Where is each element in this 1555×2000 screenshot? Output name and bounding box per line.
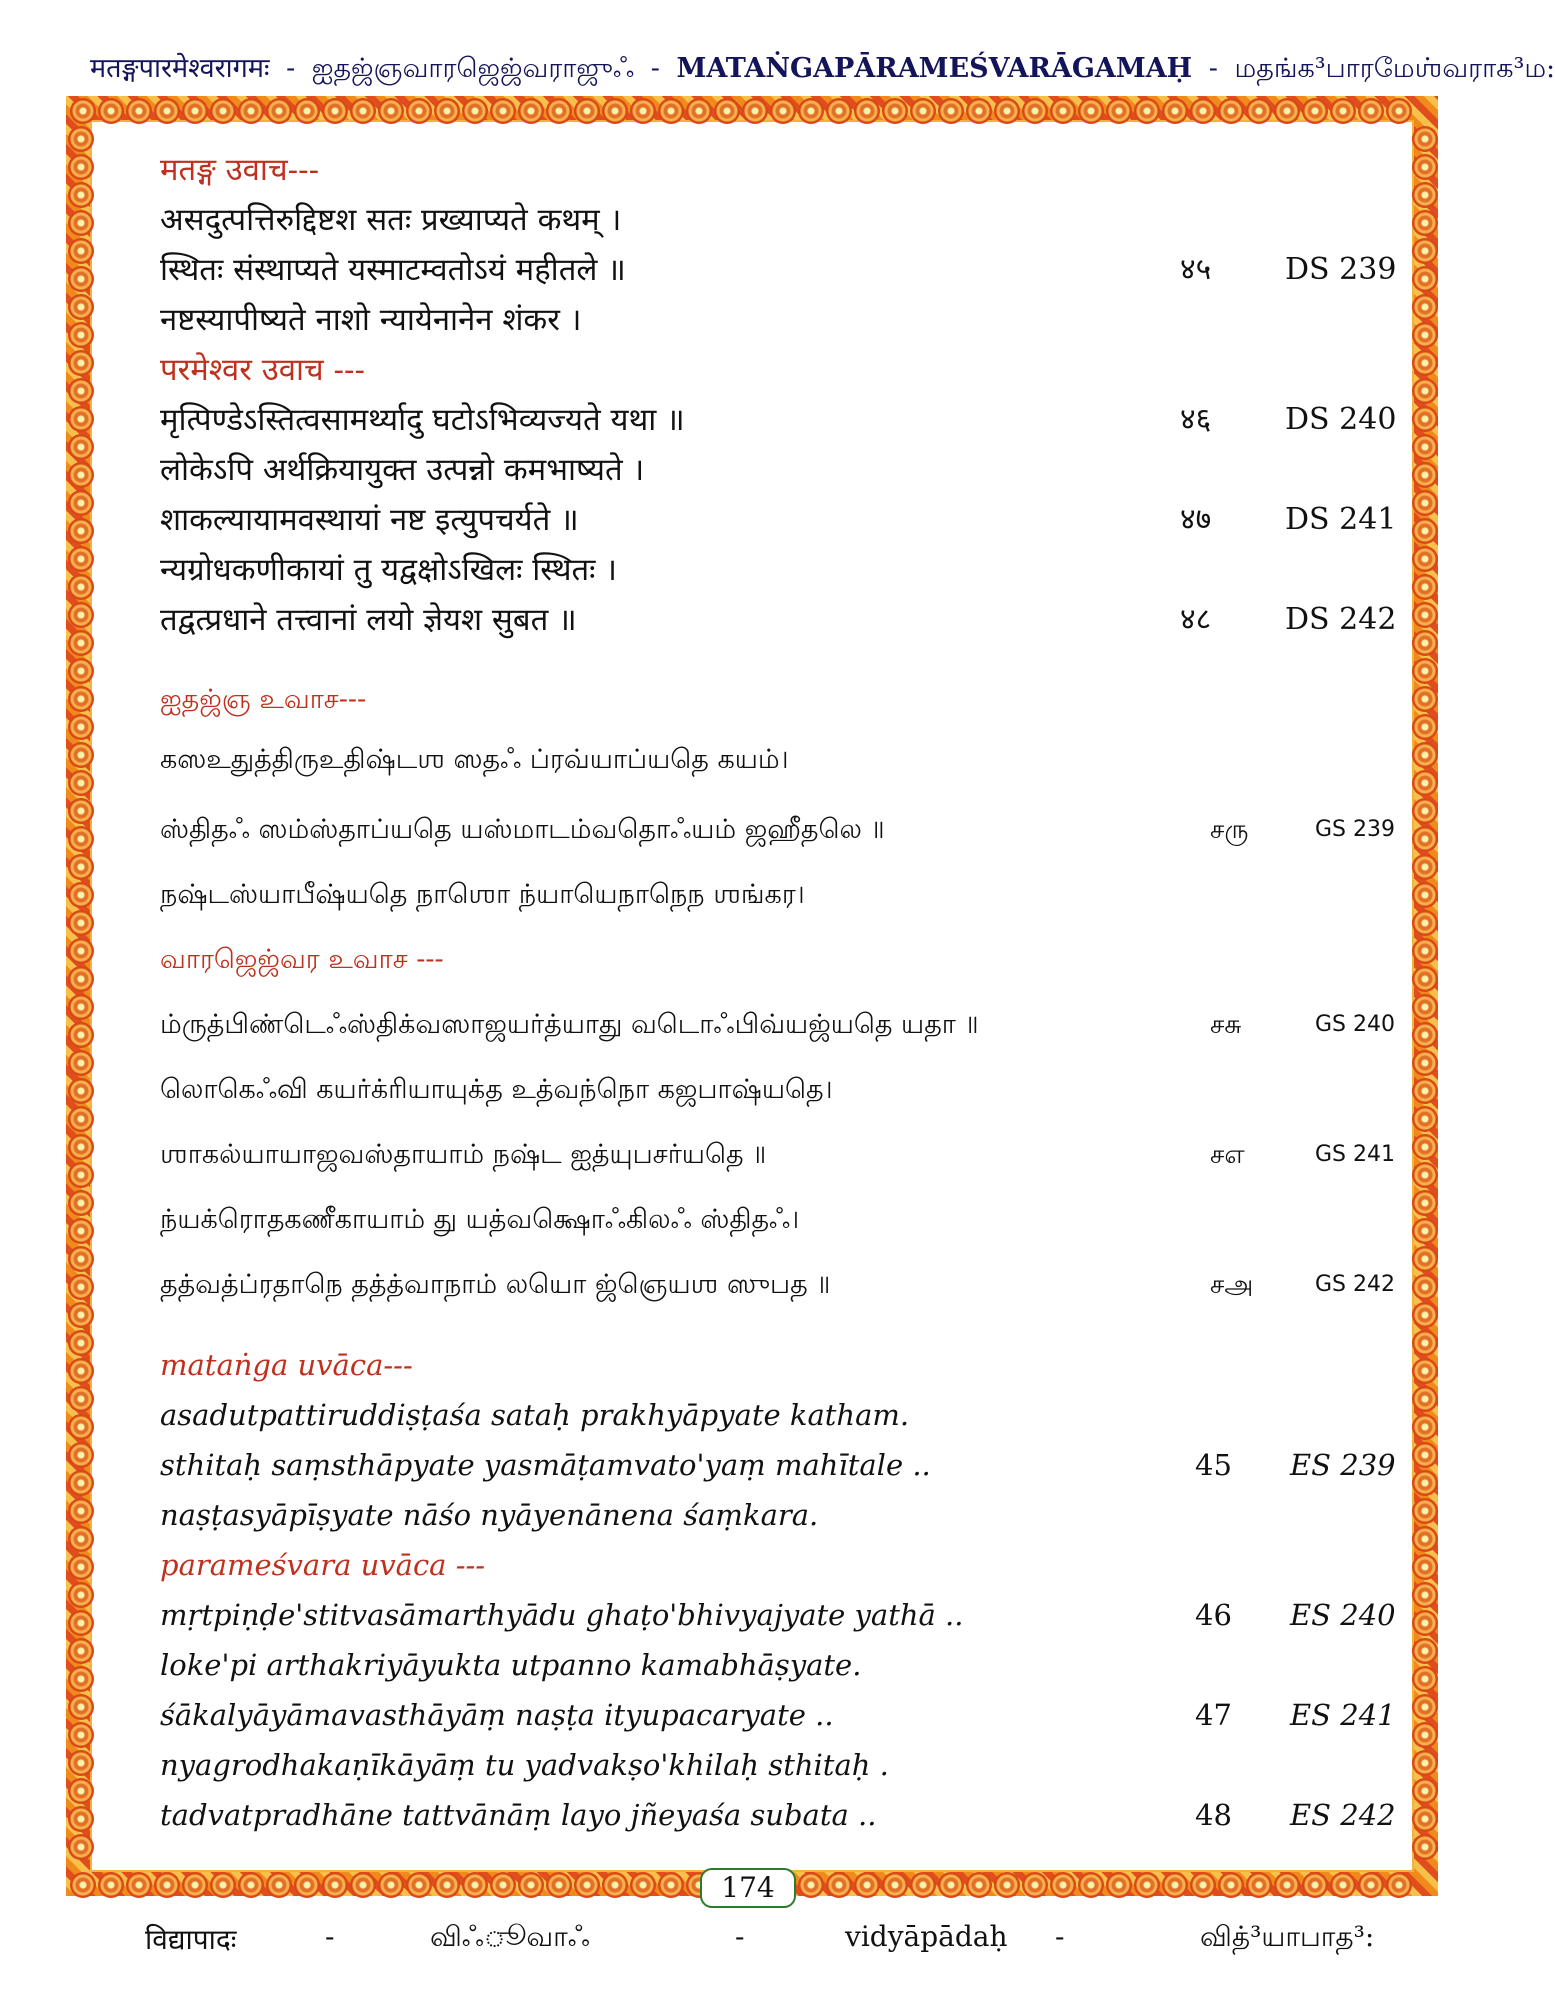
rosette-ornament	[68, 490, 94, 516]
rosette-ornament	[68, 742, 94, 768]
rosette-ornament	[68, 910, 94, 936]
rosette-ornament	[68, 1778, 94, 1804]
verse-line	[160, 1000, 1420, 1050]
verse-text: तद्वत्प्रधाने तत्त्वानां लयो ज्ञेयश सुबत ॥	[160, 602, 577, 638]
rosette-ornament	[378, 98, 404, 124]
rosette-ornament	[1302, 1872, 1328, 1898]
rosette-ornament	[182, 98, 208, 124]
verse-reference: DS 239	[1285, 252, 1397, 287]
verse-number: சசு	[1210, 1010, 1242, 1040]
rosette-ornament	[68, 1190, 94, 1216]
verse-line	[160, 1740, 1420, 1790]
rosette-ornament	[1302, 98, 1328, 124]
rosette-ornament	[518, 98, 544, 124]
header-sanskrit: मतङ्गपारमेश्वरागमः	[90, 53, 270, 84]
rosette-ornament	[686, 98, 712, 124]
footer-separator: -	[735, 1920, 745, 1953]
rosette-ornament	[1134, 1872, 1160, 1898]
verse-line	[160, 1260, 1420, 1310]
verse-text: naṣṭasyāpīṣyate nāśo nyāyenānena śaṃkara.	[160, 1498, 819, 1532]
rosette-ornament	[1134, 98, 1160, 124]
rosette-ornament	[798, 98, 824, 124]
running-header	[90, 48, 1555, 92]
verse-number: 45	[1195, 1448, 1232, 1482]
verse-number: சஎ	[1210, 1140, 1245, 1170]
verse-text: tadvatpradhāne tattvānāṃ layo jñeyaśa subata ..	[160, 1798, 877, 1832]
rosette-ornament	[1358, 1872, 1384, 1898]
verse-number: சரு	[1210, 815, 1249, 845]
verse-text: loke'pi arthakriyāyukta utpanno kamabhāṣyate.	[160, 1648, 862, 1682]
header-separator: -	[1208, 53, 1218, 84]
verse-text: स्थितः संस्थाप्यते यस्माटम्वतोऽयं महीतले ॥	[160, 252, 626, 288]
rosette-ornament	[714, 98, 740, 124]
verse-text: தத்வத்ப்ரதாநெ தத்த்வாநாம் லயொ ஜ்ஞெயஶ ஸுபத ॥	[160, 1269, 831, 1300]
rosette-ornament	[68, 126, 94, 152]
rosette-ornament	[882, 1872, 908, 1898]
header-grantha: ஐதஜ்ஞவாரஜெஜ்வராஜுஃ	[311, 53, 635, 84]
rosette-ornament	[1106, 1872, 1132, 1898]
rosette-ornament	[406, 98, 432, 124]
rosette-ornament	[68, 238, 94, 264]
verse-text: nyagrodhakaṇīkāyāṃ tu yadvakṣo'khilaḥ sthitaḥ .	[160, 1748, 889, 1782]
verse-text: sthitaḥ saṃsthāpyate yasmāṭamvato'yaṃ mahītale ..	[160, 1448, 931, 1482]
rosette-ornament	[854, 98, 880, 124]
footer-latin: vidyāpādaḥ	[845, 1920, 1008, 1953]
rosette-ornament	[910, 1872, 936, 1898]
rosette-ornament	[68, 714, 94, 740]
verse-line	[160, 1690, 1420, 1740]
rosette-ornament	[966, 1872, 992, 1898]
rosette-ornament	[68, 1022, 94, 1048]
footer-separator: -	[1055, 1920, 1065, 1953]
rosette-ornament	[1078, 1872, 1104, 1898]
rosette-ornament	[68, 1610, 94, 1636]
rosette-ornament	[1190, 98, 1216, 124]
rosette-ornament	[68, 1218, 94, 1244]
rosette-ornament	[322, 1872, 348, 1898]
footer-separator: -	[325, 1920, 335, 1953]
verse-reference: DS 242	[1285, 602, 1397, 637]
rosette-ornament	[68, 1638, 94, 1664]
verse-line	[160, 195, 1420, 245]
verse-text: ந்யக்ரொதகணீகாயாம் து யத்வக்ஷொஃகிலஃ ஸ்திதஃ।	[160, 1204, 800, 1235]
speaker-heading	[160, 675, 1420, 725]
rosette-ornament	[1246, 98, 1272, 124]
page-number: 174	[700, 1868, 796, 1908]
rosette-ornament	[68, 882, 94, 908]
verse-reference: DS 240	[1285, 402, 1397, 437]
verse-text: शाकल्यायामवस्थायां नष्ट इत्युपचर्यते ॥	[160, 502, 579, 538]
rosette-ornament	[68, 350, 94, 376]
rosette-ornament	[630, 1872, 656, 1898]
rosette-ornament	[68, 294, 94, 320]
rosette-ornament	[630, 98, 656, 124]
rosette-ornament	[1106, 98, 1132, 124]
rosette-ornament	[406, 1872, 432, 1898]
verse-line	[160, 1130, 1420, 1180]
rosette-ornament	[238, 98, 264, 124]
verse-text: லொகெஃவி கயர்க்ரியாயுக்த உத்வந்நொ கஜபாஷ்யதெ।	[160, 1074, 833, 1105]
rosette-ornament	[1330, 1872, 1356, 1898]
rosette-ornament	[938, 1872, 964, 1898]
rosette-ornament	[798, 1872, 824, 1898]
rosette-ornament	[378, 1872, 404, 1898]
header-tamil: மதங்க³பாரமேஶ்வராக³ம:	[1234, 53, 1555, 84]
rosette-ornament	[68, 1162, 94, 1188]
rosette-ornament	[1078, 98, 1104, 124]
verse-line	[160, 1640, 1420, 1690]
rosette-ornament	[602, 98, 628, 124]
rosette-ornament	[68, 1526, 94, 1552]
rosette-ornament	[68, 1330, 94, 1356]
rosette-ornament	[1218, 1872, 1244, 1898]
rosette-ornament	[210, 98, 236, 124]
rosette-ornament	[68, 1050, 94, 1076]
verse-line	[160, 595, 1420, 645]
rosette-ornament	[854, 1872, 880, 1898]
rosette-ornament	[546, 1872, 572, 1898]
rosette-ornament	[68, 406, 94, 432]
verse-number: ४६	[1180, 402, 1212, 437]
verse-line	[160, 1590, 1420, 1640]
verse-text: मृत्पिण्डेऽस्तित्वसामर्थ्यादु घटोऽभिव्यज्यते यथा ॥	[160, 402, 685, 438]
rosette-ornament	[68, 462, 94, 488]
speaker-label: mataṅga uvāca---	[160, 1348, 413, 1382]
rosette-ornament	[68, 686, 94, 712]
rosette-ornament	[68, 854, 94, 880]
rosette-ornament	[966, 98, 992, 124]
speaker-label: ஐதஜ்ஞ உவாச---	[160, 684, 367, 715]
verse-line	[160, 295, 1420, 345]
header-separator: -	[286, 53, 296, 84]
rosette-ornament	[68, 1554, 94, 1580]
rosette-ornament	[462, 1872, 488, 1898]
speaker-heading	[160, 1540, 1420, 1590]
rosette-ornament	[1162, 98, 1188, 124]
verse-text: śākalyāyāmavasthāyāṃ naṣṭa ityupacaryate ..	[160, 1698, 834, 1732]
verse-text: ஸ்திதஃ ஸம்ஸ்தாப்யதெ யஸ்மாடம்வதொஃயம் ஜஹீதலெ ॥	[160, 814, 885, 845]
rosette-ornament	[434, 98, 460, 124]
rosette-ornament	[68, 630, 94, 656]
rosette-ornament	[68, 1722, 94, 1748]
header-separator: -	[650, 53, 660, 84]
footer-tamil: வித்³யாபாத³:	[1200, 1920, 1375, 1953]
speaker-label: parameśvara uvāca ---	[160, 1548, 486, 1582]
rosette-ornament	[574, 1872, 600, 1898]
rosette-ornament	[462, 98, 488, 124]
verse-line	[160, 545, 1420, 595]
rosette-ornament	[1386, 1872, 1412, 1898]
rosette-ornament	[68, 546, 94, 572]
rosette-ornament	[70, 1872, 96, 1898]
rosette-ornament	[68, 1106, 94, 1132]
rosette-ornament	[574, 98, 600, 124]
rosette-ornament	[1022, 98, 1048, 124]
verse-text: mṛtpiṇḍe'stitvasāmarthyādu ghaṭo'bhivyajyate yathā ..	[160, 1598, 964, 1632]
rosette-ornament	[154, 1872, 180, 1898]
rosette-ornament	[742, 98, 768, 124]
rosette-ornament	[1246, 1872, 1272, 1898]
rosette-ornament	[68, 826, 94, 852]
rosette-ornament	[266, 1872, 292, 1898]
rosette-ornament	[826, 1872, 852, 1898]
verse-number: ४७	[1180, 502, 1212, 537]
rosette-ornament	[490, 1872, 516, 1898]
rosette-ornament	[68, 182, 94, 208]
verse-number: 47	[1195, 1698, 1232, 1732]
rosette-ornament	[68, 1694, 94, 1720]
rosette-ornament	[350, 1872, 376, 1898]
verse-line	[160, 805, 1420, 855]
verse-number: சஅ	[1210, 1270, 1254, 1300]
verse-reference: ES 240	[1290, 1598, 1396, 1632]
rosette-ornament	[1162, 1872, 1188, 1898]
rosette-ornament	[1050, 1872, 1076, 1898]
rosette-ornament	[294, 98, 320, 124]
rosette-ornament	[1218, 98, 1244, 124]
verse-reference: GS 239	[1315, 817, 1395, 842]
verse-line	[160, 1790, 1420, 1840]
rosette-ornament	[322, 98, 348, 124]
verse-line	[160, 1440, 1420, 1490]
verse-line	[160, 1065, 1420, 1115]
verse-number: 46	[1195, 1598, 1232, 1632]
rosette-ornament	[68, 938, 94, 964]
verse-text: न्यग्रोधकणीकायां तु यद्वक्षोऽखिलः स्थितः ।	[160, 552, 618, 588]
rosette-ornament	[210, 1872, 236, 1898]
verse-line	[160, 735, 1420, 785]
rosette-ornament	[68, 322, 94, 348]
rosette-ornament	[490, 98, 516, 124]
rosette-ornament	[238, 1872, 264, 1898]
rosette-ornament	[68, 1470, 94, 1496]
rosette-ornament	[68, 1274, 94, 1300]
verse-line	[160, 1490, 1420, 1540]
footer-sanskrit: विद्यापादः	[145, 1923, 237, 1956]
header-latin: MATAṄGAPĀRAMEŚVARĀGAMAḤ	[676, 53, 1193, 84]
rosette-ornament	[1274, 1872, 1300, 1898]
rosette-ornament	[68, 1302, 94, 1328]
rosette-ornament	[68, 574, 94, 600]
verse-number: 48	[1195, 1798, 1232, 1832]
verse-text: கஸஉதுத்திருஉதிஷ்டஶ ஸதஃ ப்ரவ்யாப்யதெ கயம்।	[160, 744, 789, 775]
verse-reference: GS 240	[1315, 1012, 1395, 1037]
verse-text: asadutpattiruddiṣṭaśa sataḥ prakhyāpyate katham.	[160, 1398, 910, 1432]
speaker-heading	[160, 145, 1420, 195]
rosette-ornament	[154, 98, 180, 124]
rosette-ornament	[1358, 98, 1384, 124]
rosette-ornament	[68, 1078, 94, 1104]
rosette-ornament	[68, 434, 94, 460]
verse-text: असदुत्पत्तिरुद्दिष्टश सतः प्रख्याप्यते कथम् ।	[160, 202, 622, 238]
rosette-ornament	[70, 98, 96, 124]
verse-line	[160, 1195, 1420, 1245]
rosette-ornament	[994, 98, 1020, 124]
speaker-label: मतङ्ग उवाच---	[160, 152, 320, 188]
rosette-ornament	[1050, 98, 1076, 124]
rosette-ornament	[266, 98, 292, 124]
rosette-ornament	[1274, 98, 1300, 124]
rosette-ornament	[68, 1358, 94, 1384]
rosette-ornament	[1386, 98, 1412, 124]
rosette-ornament	[126, 1872, 152, 1898]
rosette-ornament	[68, 658, 94, 684]
verse-reference: GS 241	[1315, 1142, 1395, 1167]
verse-line	[160, 395, 1420, 445]
speaker-label: परमेश्वर उवाच ---	[160, 352, 365, 388]
verse-line	[160, 445, 1420, 495]
rosette-ornament	[546, 98, 572, 124]
verse-reference: ES 242	[1290, 1798, 1396, 1832]
verse-text: ஶாகல்யாயாஜவஸ்தாயாம் நஷ்ட ஐத்யுபசர்யதெ ॥	[160, 1139, 767, 1170]
rosette-ornament	[68, 1498, 94, 1524]
speaker-heading	[160, 345, 1420, 395]
rosette-ornament	[68, 1806, 94, 1832]
verse-text: நஷ்டஸ்யாபீஷ்யதெ நாஶொ ந்யாயெநாநெந ஶங்கர।	[160, 879, 805, 910]
rosette-ornament	[68, 994, 94, 1020]
rosette-ornament	[434, 1872, 460, 1898]
speaker-heading	[160, 935, 1420, 985]
rosette-ornament	[68, 770, 94, 796]
rosette-ornament	[68, 1582, 94, 1608]
rosette-ornament	[98, 98, 124, 124]
speaker-heading	[160, 1340, 1420, 1390]
rosette-ornament	[68, 1666, 94, 1692]
rosette-ornament	[98, 1872, 124, 1898]
verse-text: नष्टस्यापीष्यते नाशो न्यायेनानेन शंकर ।	[160, 302, 582, 338]
rosette-ornament	[994, 1872, 1020, 1898]
rosette-ornament	[68, 1750, 94, 1776]
rosette-ornament	[182, 1872, 208, 1898]
rosette-ornament	[294, 1872, 320, 1898]
verse-line	[160, 245, 1420, 295]
rosette-ornament	[1022, 1872, 1048, 1898]
verse-text: लोकेऽपि अर्थक्रियायुक्त उत्पन्नो कमभाष्यते ।	[160, 452, 645, 488]
verse-text: ம்ருத்பிண்டெஃஸ்திக்வஸாஜயர்த்யாது வடொஃபிவ்யஜ்யதெ யதா ॥	[160, 1009, 979, 1040]
rosette-ornament	[68, 798, 94, 824]
rosette-ornament	[68, 1134, 94, 1160]
rosette-ornament	[938, 98, 964, 124]
rosette-ornament	[350, 98, 376, 124]
rosette-ornament	[826, 98, 852, 124]
verse-reference: GS 242	[1315, 1272, 1395, 1297]
verse-reference: DS 241	[1285, 502, 1397, 537]
rosette-ornament	[770, 98, 796, 124]
rosette-ornament	[910, 98, 936, 124]
rosette-ornament	[68, 1834, 94, 1860]
rosette-ornament	[68, 966, 94, 992]
rosette-ornament	[1330, 98, 1356, 124]
verse-line	[160, 870, 1420, 920]
verse-reference: ES 239	[1290, 1448, 1396, 1482]
speaker-label: வாரஜெஜ்வர உவாச ---	[160, 944, 444, 975]
verse-number: ४८	[1180, 602, 1212, 637]
rosette-ornament	[1190, 1872, 1216, 1898]
rosette-ornament	[68, 518, 94, 544]
rosette-ornament	[68, 1442, 94, 1468]
running-footer	[145, 1920, 1435, 1970]
verse-line	[160, 495, 1420, 545]
verse-line	[160, 1390, 1420, 1440]
rosette-ornament	[602, 1872, 628, 1898]
verse-number: ४५	[1180, 252, 1212, 287]
rosette-ornament	[658, 98, 684, 124]
rosette-ornament	[68, 266, 94, 292]
rosette-ornament	[658, 1872, 684, 1898]
verse-reference: ES 241	[1290, 1698, 1396, 1732]
rosette-ornament	[68, 378, 94, 404]
footer-grantha: விஃூவாஃ	[430, 1920, 590, 1953]
rosette-ornament	[68, 154, 94, 180]
rosette-ornament	[882, 98, 908, 124]
rosette-ornament	[68, 1246, 94, 1272]
rosette-ornament	[518, 1872, 544, 1898]
rosette-ornament	[68, 1414, 94, 1440]
rosette-ornament	[68, 210, 94, 236]
rosette-ornament	[68, 602, 94, 628]
rosette-ornament	[126, 98, 152, 124]
rosette-ornament	[68, 1386, 94, 1412]
